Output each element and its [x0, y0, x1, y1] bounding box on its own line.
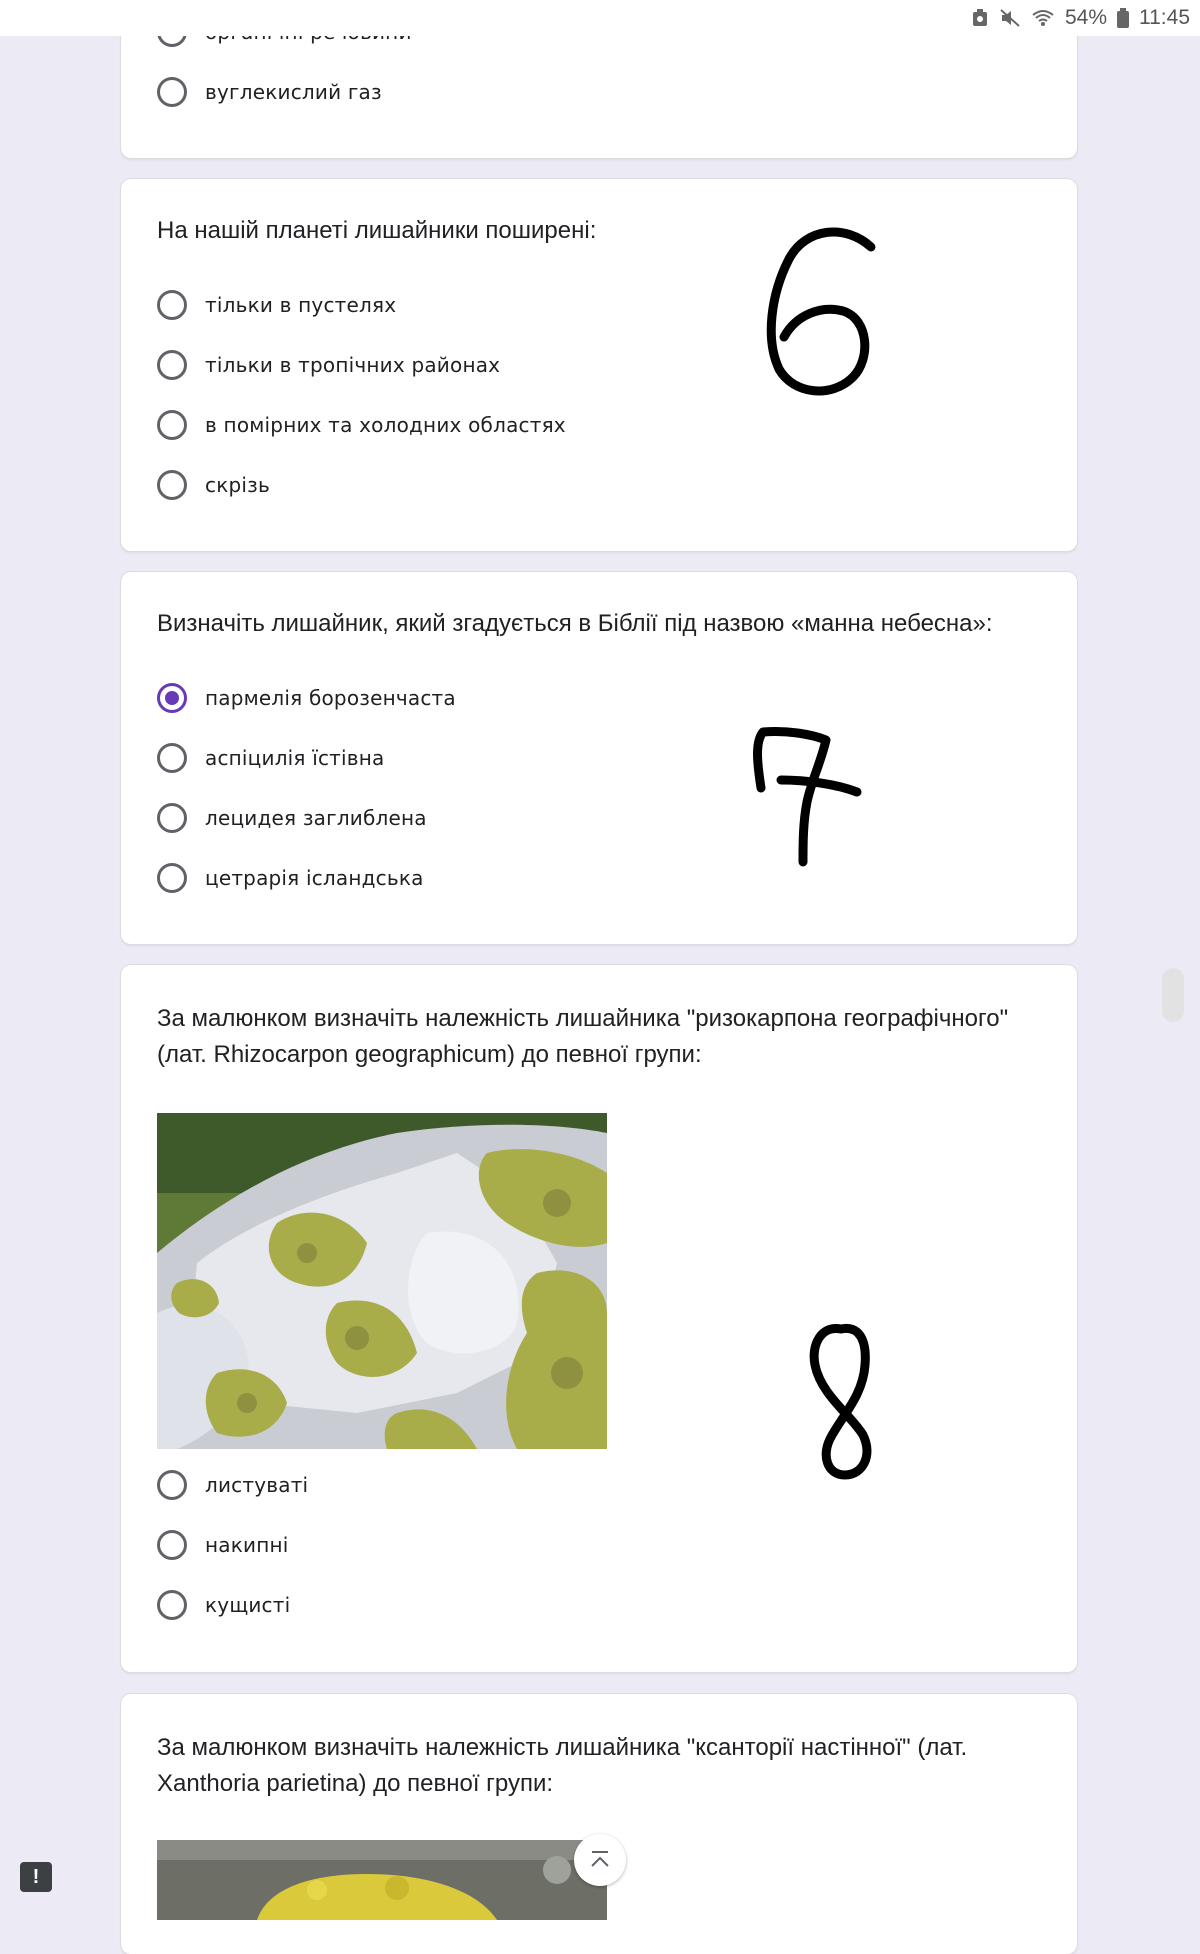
question-title: Визначіть лишайник, який згадується в Біблії під назвою «манна небесна»: [157, 610, 993, 637]
option-label: в помірних та холодних областях [205, 413, 566, 437]
question-title [157, 1001, 1037, 1073]
option-cetraria[interactable] [157, 858, 424, 898]
question-card-rhizocarpon [121, 965, 1077, 1672]
option-label: тільки в пустелях [205, 293, 397, 317]
option-label: цетрарія ісландська [205, 866, 424, 890]
option-label: тільки в тропічних районах [205, 353, 501, 377]
option-label: лецидея заглиблена [205, 806, 427, 830]
option-deserts[interactable] [157, 285, 396, 325]
mute-icon [999, 8, 1021, 28]
option-crustose[interactable] [157, 1525, 289, 1565]
option-label: листуваті [205, 1473, 309, 1497]
question-title-line2: (лат. Rhizocarpon geographicum) до певної групи: [157, 1041, 702, 1068]
option-label: вуглекислий газ [205, 80, 382, 104]
status-bar [0, 0, 1200, 36]
handwritten-number-7 [741, 722, 881, 872]
wifi-icon [1031, 8, 1055, 28]
option-parmelia[interactable] [157, 678, 456, 718]
scroll-to-top-button[interactable] [574, 1834, 626, 1886]
question-card-distribution [121, 179, 1077, 551]
question-title-line1: За малюнком визначіть належність лишайника "ксанторії настінної" (лат. [157, 1734, 968, 1761]
option-everywhere[interactable] [157, 465, 270, 505]
question-title-line2: Xanthoria parietina) до певної групи: [157, 1770, 554, 1797]
option-temperate-cold[interactable] [157, 405, 566, 445]
option-aspicilia[interactable] [157, 738, 385, 778]
lichen-photo-rhizocarpon [157, 1113, 607, 1449]
question-card-xanthoria [121, 1694, 1077, 1954]
option-label: аспіцилія їстівна [205, 746, 385, 770]
lichen-photo-xanthoria [157, 1840, 607, 1920]
question-title [157, 1730, 1037, 1802]
radio-button[interactable] [157, 1590, 187, 1620]
radio-button[interactable] [157, 863, 187, 893]
option-label: кущисті [205, 1593, 291, 1617]
option-label: пармелія борозенчаста [205, 686, 456, 710]
question-card-manna [121, 572, 1077, 944]
radio-button[interactable] [157, 743, 187, 773]
radio-button[interactable] [157, 803, 187, 833]
chevron-up-icon [586, 1846, 614, 1874]
radio-button[interactable] [157, 470, 187, 500]
option-label: накипні [205, 1533, 289, 1557]
option-fruticose[interactable] [157, 1585, 290, 1625]
handwritten-number-8 [801, 1315, 911, 1485]
radio-button[interactable] [157, 77, 187, 107]
option-tropics[interactable] [157, 345, 500, 385]
report-icon[interactable]: ! [20, 1862, 52, 1892]
radio-button[interactable] [157, 410, 187, 440]
option-label: скрізь [205, 473, 270, 497]
clock: 11:45 [1139, 6, 1190, 29]
battery-icon [1117, 8, 1129, 28]
option-foliose[interactable] [157, 1465, 308, 1505]
radio-button[interactable] [157, 290, 187, 320]
question-title: На нашій планеті лишайники поширені: [157, 217, 597, 244]
radio-button[interactable] [157, 1470, 187, 1500]
option-carbon-dioxide[interactable] [157, 72, 382, 112]
radio-button[interactable] [157, 1530, 187, 1560]
battery-percent: 54% [1064, 6, 1107, 29]
question-title-line1: За малюнком визначіть належність лишайника "ризокарпона географічного" [157, 1005, 1009, 1032]
radio-button[interactable] [157, 350, 187, 380]
status-icons [971, 4, 1190, 32]
radio-button-selected[interactable] [157, 683, 187, 713]
scroll-handle[interactable] [1162, 968, 1184, 1022]
screenshot-icon [971, 8, 989, 28]
option-lecidea[interactable] [157, 798, 427, 838]
handwritten-number-6 [751, 219, 891, 409]
